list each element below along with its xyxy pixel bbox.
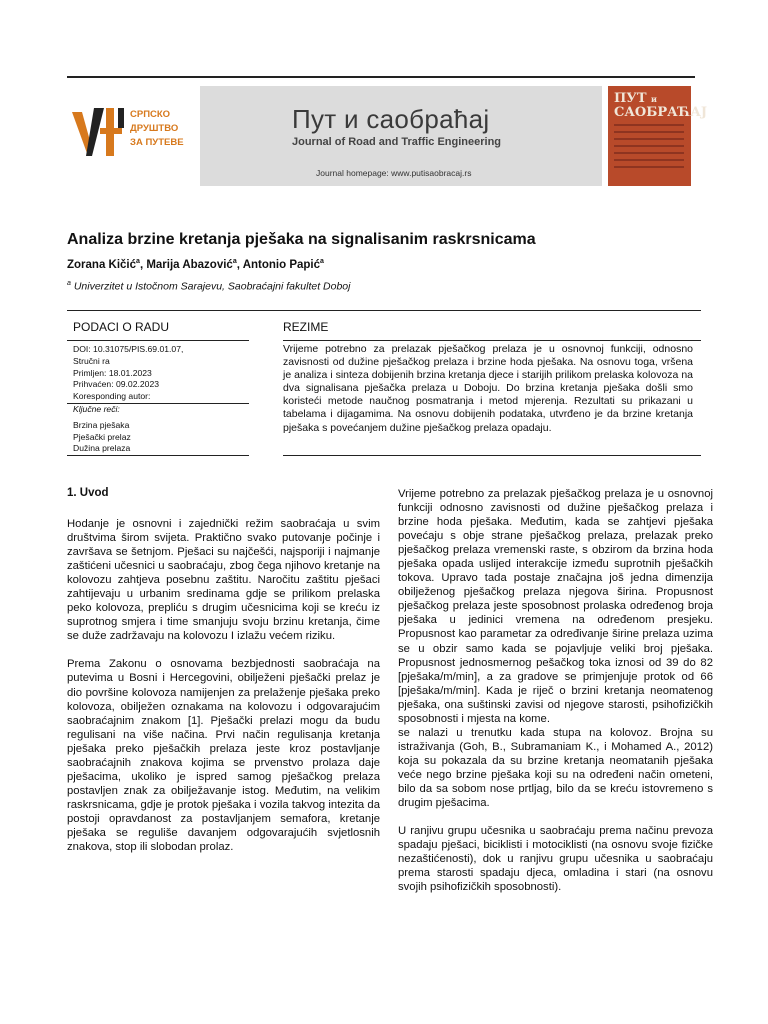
affiliation-text: Univerzitet u Istočnom Sarajevu, Saobraćajni fakultet Doboj: [73, 280, 351, 293]
author-separator: ,: [139, 258, 147, 271]
summary-bottom-rule: [283, 455, 701, 456]
author-separator: ,: [236, 258, 243, 271]
summary-text: Vrijeme potrebno za prelazak pješačkog prelaza je u osnovnoj funkciji, odnosno zavisnosti od dužine pješačkog prelaza i brzine hoda pješaka. Na osnovu toga, vršena je analiza i sinteza dobijenih brzina kretanja djece i starijih prilikom prelaska kolovoza na dva signalisana pješačka prelaza u Doboju. Do brzina kretanja pješaka došli smo koristeći metode naučnog posmatranja i metod mjerenja. Rezultati su prikazani u tabelama i dijagamima. Na osnovu dobijenih podataka, utvrđeno je da brzine kretanja pješaka s povećanjem dužine pješačkog prelaza opadaju.: [283, 343, 693, 434]
keywords-label: Ključne reči:: [73, 404, 120, 414]
paragraph: Prema Zakonu o osnovama bezbjednosti saobraćaja na putevima u Bosni i Hercegovini, obilježeni pješački prelaz je dio površine kolovoza namijenjen za prelaženje pješaka preko kolovoza, obilježen oznakama na kolovozu i odgovarajućim saobraćajnim znakom [1]. Pješački prelazi mogu da budu regulisani na više načina. Prvi način regulisanja kretanja pješaka preko pješačkih prelaza jeste kroz postavljanje saobraćajnih znakova kojima se prvenstvo prolaza daje pješacima, ukoliko je ispred samog pješačkog prelaza postavljen znak za obilježavanje istog. Međutim, na velikim raskrsnicama, gdje je protok pješaka i vozila takvog intezita da postoji opravdanost za postavljanjem semafora, kretanje pješaka se reguliše davanjem odgovarajućih svjetlosnih znakova, stop ili slobodan prolaz.: [67, 658, 380, 854]
logo-line-1: СРПСКО: [130, 109, 171, 120]
info-head-rule: [67, 340, 249, 341]
keyword: Brzina pješaka: [73, 420, 130, 430]
corresponding-author: Koresponding autor:: [73, 391, 151, 402]
journal-cover-thumbnail: [608, 86, 707, 186]
paragraph: U ranjivu grupu učesnika u saobraćaju prema načinu prevoza spadaju pješaci, biciklisti i motociklisti (na osnovu svoje fizičke nezaštićenosti), dok u ranjivu grupu učesnika u saobraćaju prema starosti spadaju djeca, omladina i stari (na osnovu svojih psihofizičkih sposobnosti).: [398, 825, 713, 894]
received-date: Primljen: 18.01.2023: [73, 367, 152, 378]
section-heading-intro: 1. Uvod: [67, 487, 109, 499]
info-bottom-rule: [67, 455, 249, 456]
author-name: Zorana Kičić: [67, 258, 137, 271]
paper-type: Stručni ra: [73, 355, 110, 366]
cover-title-line-1: ПУТ: [614, 91, 647, 106]
author-affil-mark: a: [232, 258, 237, 265]
paragraph: Hodanje je osnovni i zajednički režim saobraćaja u svim društvima širom svijeta. Praktično svako putovanje počinje i završava se šetnjom. Pješaci su najčešći, najsporiji i najmanje zaštićeni učesnici u saobraćaju, zbog čega njihovo kretanje na kolovozu zahtjeva posebnu zaštitu. Naročitu zaštitu pješaci zahtijevaju u urbanim sredinama gdje se prilikom prelaska peko kolovoza, prepliću s drugim učesnicima koji se kreću iz suprotnog smjera i time smanjuju svoju brzinu kretanja, čime se duže zadržavaju na kolovozu I izlažu većem riziku.: [67, 518, 380, 643]
body-column-right: [398, 487, 713, 894]
journal-homepage: Journal homepage: www.putisaobracaj.rs: [316, 168, 472, 178]
author-list: [67, 258, 324, 271]
author-name: Antonio Papić: [242, 258, 321, 271]
author-affil-mark: a: [136, 258, 140, 265]
doi: DOI: 10.31075/PIS.69.01.07,: [73, 344, 184, 354]
article-metadata: [73, 344, 249, 403]
summary-heading: REZIME: [283, 320, 329, 334]
info-top-rule: [67, 310, 701, 311]
keyword: Pješački prelaz: [73, 431, 131, 442]
cover-decoration: [614, 124, 684, 180]
body-column-left: [67, 517, 380, 854]
journal-title: Пут и саобраћај: [292, 104, 490, 134]
article-title: Analiza brzine kretanja pješaka na signalisanim raskrsnicama: [67, 231, 536, 248]
affiliation: [67, 280, 350, 293]
affiliation-mark: a: [67, 280, 71, 287]
keywords-list: [73, 420, 131, 455]
society-logo-text: [130, 108, 184, 150]
paragraph: Vrijeme potrebno za prelazak pješačkog prelaza je u osnovnoj funkciji odnosno zavisnosti od dužine pješačkog prelaza i brzine hoda pješaka. Međutim, kada se zahtjevi pješaka povećaju s obje strane pješačkog prelaza, prelazak preko pješačkog prelaza vremenski raste, s obzirom da brzina hoda pješaka opada uslijed interakcije između suprotnih pješačkih tokova. Upravo tada postaje značajna još jedna dimenzija obilježenog pješačkog prelaza njegova širina. Propusnost pješačkog prelaza jeste sposobnost prolaska određenog broja pješaka u jedinici vremena na određenom presjeku. Propusnost kao parametar za određivanje širine prelaza uzima se u obzir samo kada se pojavljuje veliki broj pješaka. Propusnost jednosmernog pešačkog toka iznosi od 39 do 82 [pješaka/m/min], a za gradove se primjenjuje protok od 66 [pješaka/m/min]. Kada je riječ o brzini kretanja neomatenog pješaka, ona suštinski zavisi od njegove starosti, psihofizičkih sposobnosti i mjesta na kome.: [398, 488, 713, 725]
logo-line-3: ЗА ПУТЕВЕ: [130, 137, 184, 148]
society-logo-mark: [70, 104, 130, 164]
header-top-rule: [67, 76, 695, 78]
author-affil-mark: a: [320, 258, 324, 265]
logo-line-2: ДРУШТВО: [130, 123, 179, 134]
article-info-heading: PODACI O RADU: [73, 320, 170, 334]
cover-title-line-2: САОБРАЋАЈ: [614, 105, 707, 120]
paragraph: se nalazi u trenutku kada stupa na kolovoz. Brojna su istraživanja (Goh, B., Subramaniam K., i Mohamed A., 2012) koja su pokazala da su brzine kretanja neomatanih pješaka veće nego brzine pješaka koji su na određeni način ometeni, bilo da sa sobom nose prtljag, bilo da se kreću istovremeno s drugim pješacima.: [398, 726, 713, 810]
cover-title-and: и: [651, 94, 657, 104]
author-name: Marija Abazović: [146, 258, 233, 271]
journal-subtitle: Journal of Road and Traffic Engineering: [292, 136, 502, 148]
cover-title: [614, 92, 707, 119]
keyword: Dužina prelaza: [73, 443, 131, 453]
accepted-date: Prihvaćen: 09.02.2023: [73, 379, 160, 390]
summary-head-rule: [283, 340, 701, 341]
